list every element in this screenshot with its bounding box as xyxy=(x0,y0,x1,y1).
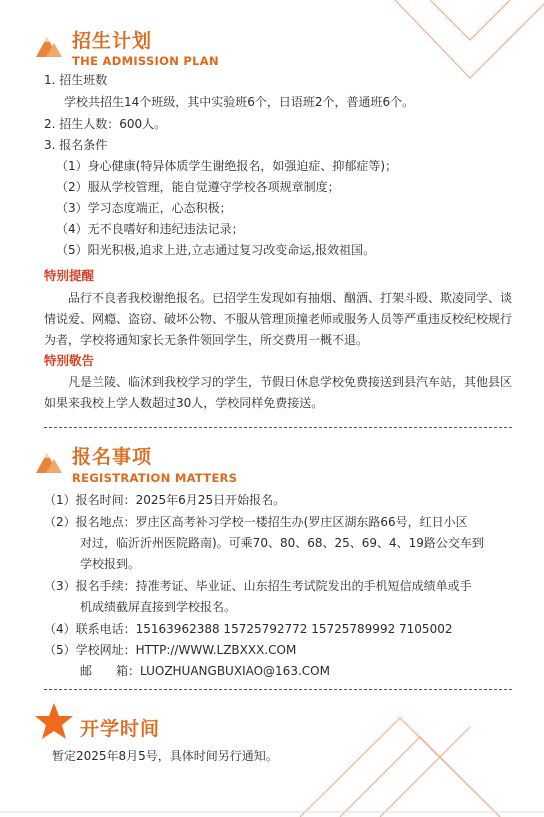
registration-item: 对过，临沂沂州医院路南)。可乘70、80、68、25、69、4、19路公交车到 xyxy=(80,536,484,550)
admission-title: 招生计划 xyxy=(72,30,153,52)
mountain-icon xyxy=(34,31,64,59)
section-divider xyxy=(44,689,512,690)
warning-title: 特别敬告 xyxy=(44,353,95,368)
admission-subtitle: THE ADMISSION PLAN xyxy=(72,54,219,68)
admission-item: （1）身心健康(特异体质学生谢绝报名，如强迫症、抑郁症等)； xyxy=(56,159,398,173)
admission-item: （3）学习态度端正，心态积极； xyxy=(56,201,232,215)
registration-item: 学校报到。 xyxy=(80,557,141,571)
star-icon xyxy=(34,702,74,740)
section-divider xyxy=(44,427,512,428)
admission-item: 1. 招生班数 xyxy=(44,73,108,87)
school-start-text: 暂定2025年8月5号，具体时间另行通知。 xyxy=(52,749,278,763)
registration-title: 报名事项 xyxy=(72,446,153,468)
registration-item: （3）报名手续：持准考证、毕业证、山东招生考试院发出的手机短信成绩单或手 xyxy=(44,579,472,593)
admission-item: 2. 招生人数：600人。 xyxy=(44,117,167,131)
admission-item: 学校共招生14个班级，其中实验班6个，日语班2个，普通班6个。 xyxy=(64,95,415,109)
notice-title: 特别提醒 xyxy=(44,268,95,283)
admission-item: （5）阳光积极,追求上进,立志通过复习改变命运,报效祖国。 xyxy=(56,243,376,257)
registration-item: （2）报名地点：罗庄区高考补习学校一楼招生办(罗庄区湖东路66号，红日小区 xyxy=(44,515,468,529)
mountain-icon xyxy=(34,447,64,475)
registration-subtitle: REGISTRATION MATTERS xyxy=(72,471,238,485)
admission-item: 3. 报名条件 xyxy=(44,138,108,152)
admission-item: （4）无不良嗜好和违纪违法记录； xyxy=(56,222,244,236)
phone-numbers: （4）联系电话：15163962388 15725792772 15725789992 7105002 xyxy=(44,622,453,636)
admission-item: （2）服从学校管理，能自觉遵守学校各项规章制度； xyxy=(56,180,340,194)
notice-text: 品行不良者我校谢绝报名。已招学生发现如有抽烟、酗酒、打架斗殴、欺凌同学、谈情说爱、网瘾、盗窃、破坏公物、不服从管理顶撞老师或服务人员等严重违反校纪校规行为者，学校将通知家长无条件领回学生，所交费用一概不退。 xyxy=(44,291,513,347)
registration-item: 机成绩截屏直接到学校报名。 xyxy=(80,600,237,614)
website-link[interactable]: （5）学校网址：HTTP://WWW.LZBXXX.COM xyxy=(44,643,297,657)
warning-text: 凡是兰陵、临沭到我校学习的学生，节假日休息学校免费接送到县汽车站，其他县区如果来我校上学人数超过30人，学校同样免费接送。 xyxy=(44,375,513,410)
email-address[interactable]: 邮 箱：LUOZHUANGBUXIAO@163.COM xyxy=(80,664,330,678)
school-start-title: 开学时间 xyxy=(80,718,161,740)
registration-item: （1）报名时间：2025年6月25日开始报名。 xyxy=(44,493,286,507)
